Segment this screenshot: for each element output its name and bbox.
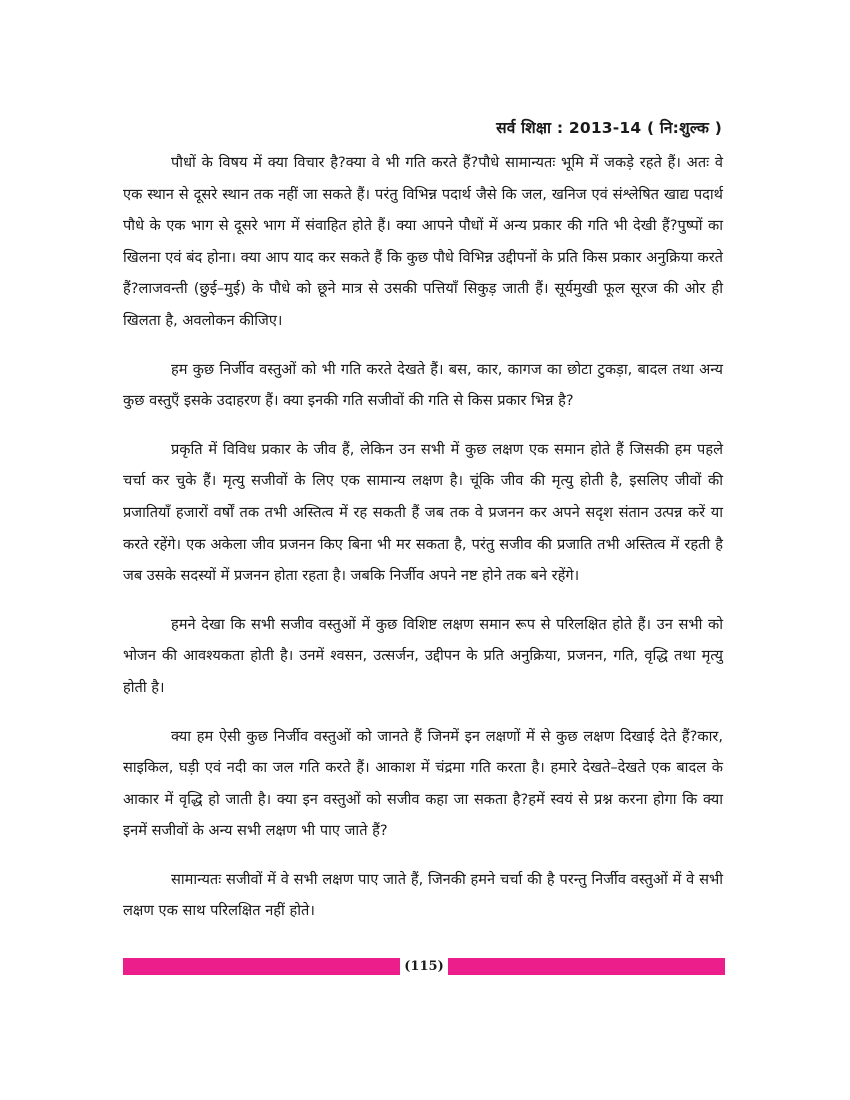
paragraph-nonliving-examples: क्या हम ऐसी कुछ निर्जीव वस्तुओं को जानते हैं जिनमें इन लक्षणों में से कुछ लक्षण दिखाई देते हैं?कार, साइकिल, घड़ी एवं नदी का जल गति करते हैं। आकाश में चंद्रमा गति करता है। हमारे देखते–देखते एक बादल के आकार में वृद्धि हो जाती है। क्या इन वस्तुओं को सजीव कहा जा सकता है?हमें स्वयं से प्रश्न करना होगा कि क्या इनमें सजीवों के अन्य सभी लक्षण भी पाए जाते हैं? <box>123 727 723 840</box>
paragraph-plant-movement: पौधों के विषय में क्या विचार है?क्या वे भी गति करते हैं?पौधे सामान्यतः भूमि में जकड़े रहते हैं। अतः वे एक स्थान से दूसरे स्थान तक नहीं जा सकते हैं। परंतु विभिन्न पदार्थ जैसे कि जल, खनिज एवं संश्लेषित खाद्य पदार्थ पौधे के एक भाग से दूसरे भाग में संवाहित होते हैं। क्या आपने पौधों में अन्य प्रकार की गति भी देखी हैं?पुष्पों का खिलना एवं बंद होना। क्या आप याद कर सकते हैं कि कुछ पौधे विभिन्न उद्दीपनों के प्रति किस प्रकार अनुक्रिया करते हैं?लाजवन्ती (छुई–मुई) के पौधे को छूने मात्र से उसकी पत्तियाँ सिकुड़ जाती हैं। सूर्यमुखी फूल सूरज की ओर ही खिलता है, अवलोकन कीजिए। <box>123 154 723 329</box>
page-footer <box>123 958 725 975</box>
page-header: सर्व शिक्षा : 2013-14 ( नि:शुल्क ) <box>496 119 722 137</box>
paragraph-common-traits: प्रकृति में विविध प्रकार के जीव हैं, लेकिन उन सभी में कुछ लक्षण एक समान होते हैं जिसकी हम पहले चर्चा कर चुके हैं। मृत्यु सजीवों के लिए एक सामान्य लक्षण है। चूंकि जीव की मृत्यु होती है, इसलिए जीवों की प्रजातियाँ हजारों वर्षों तक तभी अस्तित्व में रह सकती हैं जब तक वे प्रजनन कर अपने सदृश संतान उत्पन्न करें या करते रहेंगे। एक अकेला जीव प्रजनन किए बिना भी मर सकता है, परंतु सजीव की प्रजाति तभी अस्तित्व में रहती है जब उसके सदस्यों में प्रजनन होता रहता है। जबकि निर्जीव अपने नष्ट होने तक बने रहेंगे। <box>123 440 723 585</box>
paragraph-conclusion: सामान्यतः सजीवों में वे सभी लक्षण पाए जाते हैं, जिनकी हमने चर्चा की है परन्तु निर्जीव वस्तुओं में वे सभी लक्षण एक साथ परिलक्षित नहीं होते। <box>123 870 723 920</box>
footer-bar-left <box>123 958 400 975</box>
footer-bar-right <box>448 958 725 975</box>
paragraph-living-characteristics: हमने देखा कि सभी सजीव वस्तुओं में कुछ विशिष्ट लक्षण समान रूप से परिलक्षित होते हैं। उन सभी को भोजन की आवश्यकता होती है। उनमें श्वसन, उत्सर्जन, उद्दीपन के प्रति अनुक्रिया, प्रजनन, गति, वृद्धि तथा मृत्यु होती है। <box>123 615 723 696</box>
page-body <box>123 147 723 944</box>
page-number: (115) <box>404 959 444 974</box>
paragraph-nonliving-movement: हम कुछ निर्जीव वस्तुओं को भी गति करते देखते हैं। बस, कार, कागज का छोटा टुकड़ा, बादल तथा अन्य कुछ वस्तुएँ इसके उदाहरण हैं। क्या इनकी गति सजीवों की गति से किस प्रकार भिन्न है? <box>123 360 723 410</box>
